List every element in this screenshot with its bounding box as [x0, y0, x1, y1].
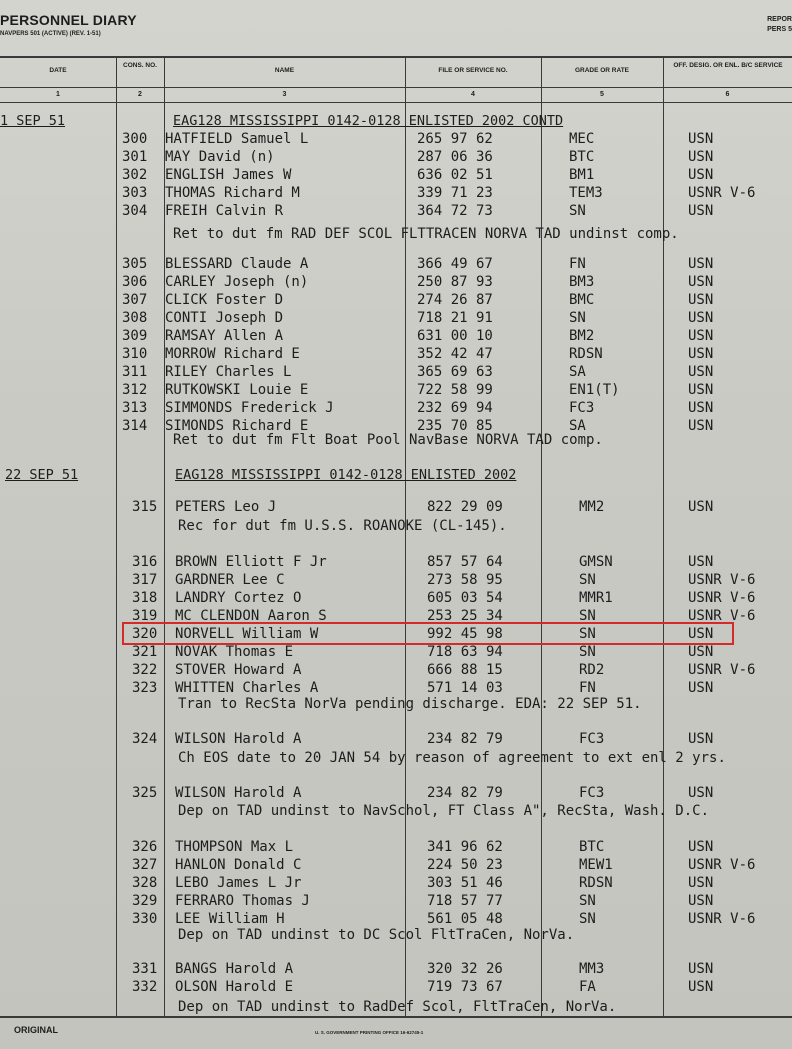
cons-number-cell: 300: [122, 131, 148, 147]
name-cell: PETERS Leo J: [175, 499, 277, 515]
grade-cell: BM2: [569, 328, 595, 344]
cons-number-cell: 310: [122, 346, 148, 362]
grade-cell: EN1(T): [569, 382, 620, 398]
remark-line: Ret to dut fm Flt Boat Pool NavBase NORVA TAD comp.: [173, 432, 603, 448]
service-number-cell: 718 21 91: [417, 310, 493, 326]
pers-label: PERS 5: [767, 26, 792, 33]
remark-line: Tran to RecSta NorVa pending discharge. EDA: 22 SEP 51.: [178, 696, 642, 712]
col-number-5: 5: [600, 91, 604, 98]
service-branch-cell: USN: [688, 839, 714, 855]
remark-line: Ret to dut fm RAD DEF SCOL FLTTRACEN NORVA TAD undinst comp.: [173, 226, 679, 242]
grade-cell: TEM3: [569, 185, 603, 201]
service-branch-cell: USN: [688, 328, 714, 344]
service-branch-cell: USN: [688, 149, 714, 165]
grade-cell: RDSN: [569, 346, 603, 362]
service-number-cell: 636 02 51: [417, 167, 493, 183]
cons-number-cell: 304: [122, 203, 148, 219]
cons-number-cell: 329: [132, 893, 158, 909]
service-number-cell: 235 70 85: [417, 418, 493, 434]
cons-number-cell: 312: [122, 382, 148, 398]
service-number-cell: 631 00 10: [417, 328, 493, 344]
service-number-cell: 287 06 36: [417, 149, 493, 165]
name-cell: ENGLISH James W: [165, 167, 292, 183]
service-branch-cell: USN: [688, 875, 714, 891]
service-branch-cell: USN: [688, 626, 714, 642]
service-number-cell: 274 26 87: [417, 292, 493, 308]
header-bottom-rule: [0, 102, 792, 103]
service-number-cell: 273 58 95: [427, 572, 503, 588]
cons-number-cell: 308: [122, 310, 148, 326]
service-number-cell: 561 05 48: [427, 911, 503, 927]
service-branch-cell: USN: [688, 131, 714, 147]
col-divider-3: [405, 56, 406, 1017]
service-number-cell: 364 72 73: [417, 203, 493, 219]
grade-cell: SN: [579, 911, 596, 927]
cons-number-cell: 330: [132, 911, 158, 927]
name-cell: CARLEY Joseph (n): [165, 274, 309, 290]
grade-cell: RDSN: [579, 875, 613, 891]
service-branch-cell: USN: [688, 893, 714, 909]
service-branch-cell: USN: [688, 731, 714, 747]
service-number-cell: 265 97 62: [417, 131, 493, 147]
section-title: EAG128 MISSISSIPPI 0142-0128 ENLISTED 2002 CONTD: [173, 113, 564, 129]
cons-number-cell: 319: [132, 608, 158, 624]
service-number-cell: 857 57 64: [427, 554, 503, 570]
service-branch-cell: USN: [688, 346, 714, 362]
name-cell: WILSON Harold A: [175, 785, 302, 801]
name-cell: HATFIELD Samuel L: [165, 131, 309, 147]
grade-cell: FN: [569, 256, 586, 272]
service-branch-cell: USN: [688, 554, 714, 570]
service-number-cell: 303 51 46: [427, 875, 503, 891]
cons-number-cell: 313: [122, 400, 148, 416]
service-branch-cell: USN: [688, 167, 714, 183]
col-header-date: DATE: [49, 67, 67, 74]
service-branch-cell: USN: [688, 979, 714, 995]
service-branch-cell: USN: [688, 499, 714, 515]
col-divider-1: [116, 56, 117, 1017]
cons-number-cell: 309: [122, 328, 148, 344]
cons-number-cell: 332: [132, 979, 158, 995]
service-number-cell: 352 42 47: [417, 346, 493, 362]
grade-cell: MM3: [579, 961, 605, 977]
cons-number-cell: 323: [132, 680, 158, 696]
service-number-cell: 224 50 23: [427, 857, 503, 873]
grade-cell: BM3: [569, 274, 595, 290]
highlighted-entry-box: [122, 622, 734, 645]
name-cell: STOVER Howard A: [175, 662, 302, 678]
grade-cell: SN: [579, 626, 596, 642]
grade-cell: MM2: [579, 499, 605, 515]
service-number-cell: 571 14 03: [427, 680, 503, 696]
service-branch-cell: USNR V-6: [688, 608, 756, 624]
cons-number-cell: 328: [132, 875, 158, 891]
service-number-cell: 718 63 94: [427, 644, 503, 660]
service-number-cell: 253 25 34: [427, 608, 503, 624]
cons-number-cell: 305: [122, 256, 148, 272]
cons-number-cell: 331: [132, 961, 158, 977]
service-branch-cell: USN: [688, 292, 714, 308]
name-cell: FREIH Calvin R: [165, 203, 284, 219]
name-cell: LEBO James L Jr: [175, 875, 302, 891]
service-number-cell: 365 69 63: [417, 364, 493, 380]
name-cell: LANDRY Cortez O: [175, 590, 302, 606]
service-branch-cell: USNR V-6: [688, 185, 756, 201]
section-title: EAG128 MISSISSIPPI 0142-0128 ENLISTED 2002: [175, 467, 517, 483]
service-number-cell: 341 96 62: [427, 839, 503, 855]
page-title: PERSONNEL DIARY: [0, 12, 137, 28]
service-number-cell: 232 69 94: [417, 400, 493, 416]
col-number-2: 2: [138, 91, 142, 98]
service-branch-cell: USN: [688, 203, 714, 219]
name-cell: THOMAS Richard M: [165, 185, 300, 201]
grade-cell: SN: [569, 203, 586, 219]
remark-line: Rec for dut fm U.S.S. ROANOKE (CL-145).: [178, 518, 507, 534]
report-label: REPOR: [767, 16, 792, 23]
col-divider-4: [541, 56, 542, 1017]
service-branch-cell: USN: [688, 961, 714, 977]
service-branch-cell: USN: [688, 418, 714, 434]
name-cell: THOMPSON Max L: [175, 839, 294, 855]
table-top-rule: [0, 56, 792, 58]
cons-number-cell: 316: [132, 554, 158, 570]
name-cell: GARDNER Lee C: [175, 572, 285, 588]
grade-cell: FC3: [579, 785, 605, 801]
service-branch-cell: USN: [688, 364, 714, 380]
grade-cell: RD2: [579, 662, 605, 678]
service-number-cell: 250 87 93: [417, 274, 493, 290]
name-cell: FERRARO Thomas J: [175, 893, 310, 909]
grade-cell: SN: [579, 893, 596, 909]
service-number-cell: 722 58 99: [417, 382, 493, 398]
service-branch-cell: USN: [688, 256, 714, 272]
grade-cell: FA: [579, 979, 596, 995]
cons-number-cell: 303: [122, 185, 148, 201]
grade-cell: MMR1: [579, 590, 613, 606]
remark-line: Dep on TAD undinst to NavSchol, FT Class A", RecSta, Wash. D.C.: [178, 803, 710, 819]
grade-cell: SA: [569, 418, 586, 434]
service-number-cell: 666 88 15: [427, 662, 503, 678]
grade-cell: FN: [579, 680, 596, 696]
remark-line: Dep on TAD undinst to RadDef Scol, FltTraCen, NorVa.: [178, 999, 617, 1015]
col-header-desig: OFF. DESIG. OR ENL. B/C SERVICE: [673, 62, 783, 69]
cons-number-cell: 320: [132, 626, 158, 642]
col-number-3: 3: [282, 91, 287, 98]
name-cell: MORROW Richard E: [165, 346, 300, 362]
cons-number-cell: 325: [132, 785, 158, 801]
grade-cell: MEC: [569, 131, 595, 147]
cons-number-cell: 326: [132, 839, 158, 855]
name-cell: RUTKOWSKI Louie E: [165, 382, 309, 398]
service-number-cell: 234 82 79: [427, 785, 503, 801]
service-number-cell: 992 45 98: [427, 626, 503, 642]
table-bottom-rule: [0, 1016, 792, 1018]
form-number: NAVPERS 501 (ACTIVE) (REV. 1-51): [0, 31, 101, 37]
name-cell: BROWN Elliott F Jr: [175, 554, 327, 570]
section-date: 22 SEP 51: [5, 467, 79, 483]
name-cell: OLSON Harold E: [175, 979, 294, 995]
name-cell: SIMONDS Richard E: [165, 418, 309, 434]
service-branch-cell: USNR V-6: [688, 590, 756, 606]
name-cell: LEE William H: [175, 911, 285, 927]
cons-number-cell: 327: [132, 857, 158, 873]
col-header-grade: GRADE OR RATE: [574, 67, 630, 74]
name-cell: NOVAK Thomas E: [175, 644, 294, 660]
cons-number-cell: 318: [132, 590, 158, 606]
service-branch-cell: USNR V-6: [688, 857, 756, 873]
col-number-4: 4: [471, 91, 475, 98]
service-branch-cell: USNR V-6: [688, 572, 756, 588]
cons-number-cell: 322: [132, 662, 158, 678]
service-number-cell: 718 57 77: [427, 893, 503, 909]
service-number-cell: 822 29 09: [427, 499, 503, 515]
cons-number-cell: 306: [122, 274, 148, 290]
header-divider: [0, 87, 792, 88]
cons-number-cell: 317: [132, 572, 158, 588]
col-header-service-no: FILE OR SERVICE NO.: [438, 67, 508, 74]
cons-number-cell: 307: [122, 292, 148, 308]
remark-line: Ch EOS date to 20 JAN 54 by reason of agreement to ext enl 2 yrs.: [178, 750, 726, 766]
cons-number-cell: 302: [122, 167, 148, 183]
col-number-6: 6: [725, 91, 730, 98]
col-divider-5: [663, 56, 664, 1017]
name-cell: BLESSARD Claude A: [165, 256, 309, 272]
service-number-cell: 320 32 26: [427, 961, 503, 977]
cons-number-cell: 314: [122, 418, 148, 434]
grade-cell: BM1: [569, 167, 595, 183]
grade-cell: SN: [569, 310, 586, 326]
service-branch-cell: USN: [688, 680, 714, 696]
grade-cell: BMC: [569, 292, 595, 308]
service-number-cell: 366 49 67: [417, 256, 493, 272]
col-header-name: NAME: [274, 67, 295, 74]
service-branch-cell: USN: [688, 310, 714, 326]
cons-number-cell: 315: [132, 499, 158, 515]
grade-cell: GMSN: [579, 554, 613, 570]
section-date: 1 SEP 51: [0, 113, 66, 129]
name-cell: HANLON Donald C: [175, 857, 302, 873]
service-branch-cell: USN: [688, 400, 714, 416]
service-branch-cell: USN: [688, 644, 714, 660]
remark-line: Dep on TAD undinst to DC Scol FltTraCen, NorVa.: [178, 927, 575, 943]
cons-number-cell: 301: [122, 149, 148, 165]
footer-original: ORIGINAL: [14, 1025, 58, 1035]
name-cell: RILEY Charles L: [165, 364, 292, 380]
cons-number-cell: 324: [132, 731, 158, 747]
grade-cell: SN: [579, 608, 596, 624]
service-branch-cell: USN: [688, 785, 714, 801]
grade-cell: FC3: [579, 731, 605, 747]
name-cell: MAY David (n): [165, 149, 275, 165]
name-cell: WHITTEN Charles A: [175, 680, 319, 696]
cons-number-cell: 311: [122, 364, 148, 380]
name-cell: BANGS Harold A: [175, 961, 294, 977]
cons-number-cell: 321: [132, 644, 158, 660]
service-number-cell: 339 71 23: [417, 185, 493, 201]
name-cell: NORVELL William W: [175, 626, 319, 642]
service-number-cell: 719 73 67: [427, 979, 503, 995]
grade-cell: SA: [569, 364, 586, 380]
service-number-cell: 234 82 79: [427, 731, 503, 747]
name-cell: MC CLENDON Aaron S: [175, 608, 327, 624]
service-branch-cell: USNR V-6: [688, 662, 756, 678]
footer-printing-office: U. S. GOVERNMENT PRINTING OFFICE 16-62745-1: [315, 1030, 424, 1035]
name-cell: CONTI Joseph D: [165, 310, 284, 326]
col-number-1: 1: [56, 91, 60, 98]
service-branch-cell: USN: [688, 274, 714, 290]
grade-cell: SN: [579, 644, 596, 660]
name-cell: SIMMONDS Frederick J: [165, 400, 334, 416]
col-header-cons-no: CONS. NO.: [123, 62, 157, 69]
grade-cell: SN: [579, 572, 596, 588]
service-branch-cell: USN: [688, 382, 714, 398]
service-number-cell: 605 03 54: [427, 590, 503, 606]
service-branch-cell: USNR V-6: [688, 911, 756, 927]
grade-cell: BTC: [569, 149, 595, 165]
name-cell: CLICK Foster D: [165, 292, 284, 308]
grade-cell: FC3: [569, 400, 595, 416]
grade-cell: BTC: [579, 839, 605, 855]
name-cell: RAMSAY Allen A: [165, 328, 284, 344]
grade-cell: MEW1: [579, 857, 613, 873]
name-cell: WILSON Harold A: [175, 731, 302, 747]
